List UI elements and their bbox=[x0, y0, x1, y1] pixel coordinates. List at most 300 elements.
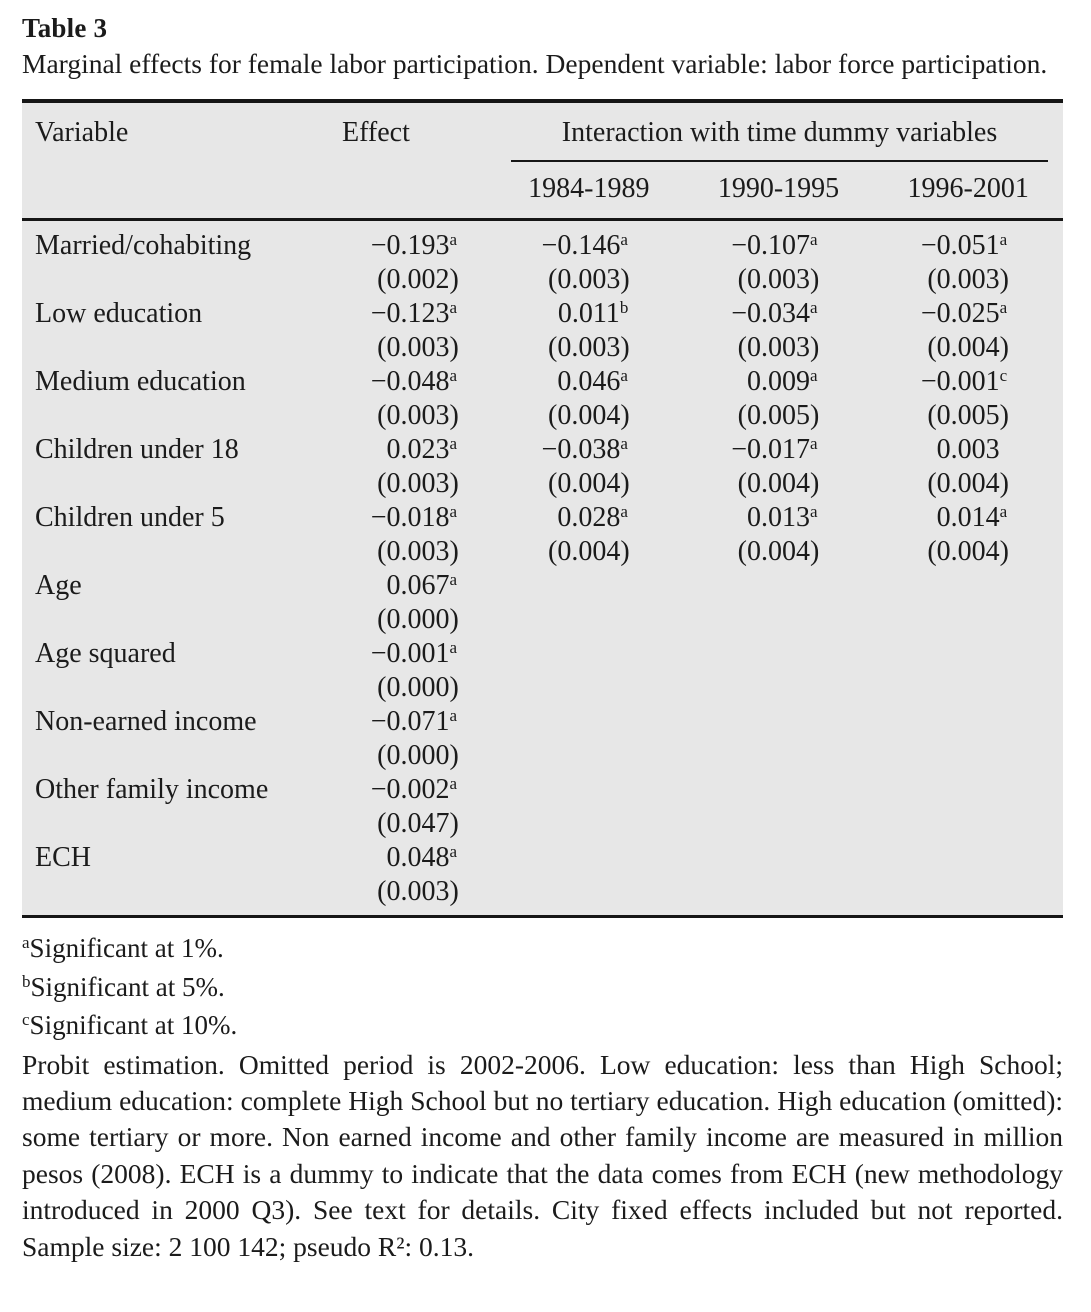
number-value: 0.047 bbox=[386, 808, 450, 839]
number-prefix: − bbox=[920, 298, 937, 329]
significance-marker: a bbox=[449, 366, 458, 385]
number-value: 0.017 bbox=[746, 434, 810, 465]
interaction-group-label: Interaction with time dummy variables bbox=[511, 117, 1048, 162]
row-variable-label: Children under 5 bbox=[35, 502, 225, 533]
footnote-marker: c bbox=[22, 1010, 30, 1029]
number-prefix: ( bbox=[377, 264, 387, 295]
number-suffix: ) bbox=[449, 740, 459, 771]
row-variable-label: Other family income bbox=[35, 774, 269, 805]
significance-marker: a bbox=[809, 502, 818, 521]
significance-marker: a bbox=[449, 230, 458, 249]
number-prefix bbox=[729, 365, 747, 399]
coefficient-cell bbox=[873, 433, 1063, 501]
row-variable-label: Married/cohabiting bbox=[35, 230, 252, 261]
number-suffix bbox=[450, 297, 468, 331]
header-spacer bbox=[342, 162, 494, 218]
standard-error-line bbox=[684, 535, 874, 569]
number-suffix bbox=[450, 841, 468, 875]
footnote-a bbox=[22, 931, 1063, 970]
table-header bbox=[22, 103, 1063, 221]
number-value: 0.000 bbox=[386, 740, 450, 771]
coefficient-line bbox=[342, 705, 494, 739]
number-suffix: ) bbox=[449, 468, 459, 499]
number-value: 0.005 bbox=[936, 400, 1000, 431]
number-value: 0.004 bbox=[746, 536, 810, 567]
number-value: 0.146 bbox=[557, 230, 621, 261]
number-suffix bbox=[450, 773, 468, 807]
number-prefix: − bbox=[541, 230, 558, 261]
coefficient-line bbox=[684, 229, 874, 263]
standard-error-line bbox=[873, 535, 1063, 569]
empty-cell bbox=[684, 569, 874, 637]
footnote-c bbox=[22, 1008, 1063, 1047]
coefficient-cell bbox=[342, 773, 494, 841]
number-value: 0.004 bbox=[746, 468, 810, 499]
standard-error-line bbox=[342, 739, 494, 773]
number-suffix: ) bbox=[620, 468, 630, 499]
number-prefix: ( bbox=[927, 400, 937, 431]
number-suffix bbox=[620, 365, 638, 399]
coefficient-cell bbox=[342, 229, 494, 297]
coefficient-cell bbox=[342, 637, 494, 705]
row-variable-label: ECH bbox=[35, 842, 91, 873]
number-value: 0.107 bbox=[746, 230, 810, 261]
coefficient-line bbox=[873, 229, 1063, 263]
number-suffix bbox=[810, 297, 828, 331]
number-suffix: ) bbox=[449, 604, 459, 635]
number-value: 0.004 bbox=[936, 536, 1000, 567]
coefficient-cell bbox=[342, 365, 494, 433]
number-suffix bbox=[450, 433, 468, 467]
significance-marker: a bbox=[809, 366, 818, 385]
number-value: 0.004 bbox=[557, 400, 621, 431]
footnote-text: Significant at 5%. bbox=[30, 971, 225, 1002]
significance-marker: a bbox=[809, 298, 818, 317]
number-prefix: ( bbox=[927, 332, 937, 363]
number-prefix: ( bbox=[548, 468, 558, 499]
table-title: Table 3 bbox=[22, 13, 108, 43]
number-prefix bbox=[369, 569, 387, 603]
coefficient-line bbox=[494, 433, 684, 467]
coefficient-line bbox=[494, 501, 684, 535]
significance-marker: a bbox=[620, 230, 628, 249]
coefficient-line bbox=[684, 433, 874, 467]
number-suffix bbox=[620, 501, 638, 535]
empty-cell bbox=[494, 637, 684, 705]
number-value: 0.004 bbox=[557, 536, 621, 567]
number-suffix: ) bbox=[809, 468, 820, 499]
number-suffix bbox=[450, 365, 468, 399]
coefficient-cell bbox=[494, 365, 684, 433]
standard-error-line bbox=[342, 467, 494, 501]
standard-error-line bbox=[494, 535, 684, 569]
empty-cell bbox=[494, 773, 684, 841]
coefficient-line bbox=[342, 637, 494, 671]
significance-marker: a bbox=[449, 774, 458, 793]
table-row bbox=[22, 297, 1063, 365]
number-value: 0.048 bbox=[386, 366, 450, 397]
table-row bbox=[22, 841, 1063, 909]
number-value: 0.005 bbox=[746, 400, 810, 431]
table-body bbox=[22, 221, 1063, 915]
column-header-effect: Effect bbox=[342, 117, 410, 148]
footnote-text: Significant at 1%. bbox=[29, 933, 224, 963]
coefficient-line bbox=[342, 297, 494, 331]
number-prefix: − bbox=[731, 230, 747, 261]
number-suffix: ) bbox=[449, 808, 459, 839]
number-prefix: − bbox=[370, 298, 387, 329]
table-row bbox=[22, 569, 1063, 637]
number-suffix: ) bbox=[999, 264, 1009, 295]
number-value: 0.014 bbox=[936, 502, 1000, 533]
number-suffix: ) bbox=[620, 264, 630, 295]
footnote-text: Significant at 10%. bbox=[29, 1010, 238, 1040]
empty-cell bbox=[684, 773, 874, 841]
standard-error-line bbox=[342, 263, 494, 297]
number-suffix bbox=[450, 637, 468, 671]
header-spacer bbox=[22, 162, 342, 218]
coefficient-line bbox=[342, 841, 494, 875]
number-suffix: ) bbox=[449, 264, 459, 295]
table-row bbox=[22, 637, 1063, 705]
standard-error-line bbox=[873, 399, 1063, 433]
row-variable-label: Children under 18 bbox=[35, 434, 239, 465]
coefficient-line bbox=[342, 365, 494, 399]
number-value: 0.002 bbox=[386, 774, 450, 805]
number-prefix bbox=[919, 433, 937, 467]
column-header-period-3: 1996-2001 bbox=[907, 173, 1029, 204]
significance-marker: a bbox=[449, 502, 458, 521]
number-prefix: ( bbox=[377, 672, 387, 703]
significance-marker: a bbox=[449, 706, 458, 725]
number-value: 0.003 bbox=[746, 264, 810, 295]
number-suffix bbox=[810, 501, 828, 535]
number-suffix: ) bbox=[809, 264, 820, 295]
number-value: 0.018 bbox=[386, 502, 450, 533]
significance-marker: a bbox=[809, 230, 818, 249]
coefficient-line bbox=[873, 297, 1063, 331]
number-value: 0.004 bbox=[936, 332, 1000, 363]
coefficient-line bbox=[342, 773, 494, 807]
standard-error-line bbox=[684, 263, 874, 297]
number-suffix bbox=[450, 705, 468, 739]
empty-cell bbox=[873, 841, 1063, 909]
coefficient-cell bbox=[684, 501, 874, 569]
number-suffix: ) bbox=[809, 536, 820, 567]
number-value: 0.025 bbox=[936, 298, 1000, 329]
number-value: 0.003 bbox=[936, 434, 1000, 465]
number-prefix: ( bbox=[737, 264, 747, 295]
coefficient-cell bbox=[342, 705, 494, 773]
number-prefix: ( bbox=[377, 468, 387, 499]
number-value: 0.048 bbox=[386, 842, 450, 873]
coefficient-cell bbox=[684, 297, 874, 365]
number-prefix bbox=[539, 365, 557, 399]
number-suffix bbox=[1000, 501, 1018, 535]
standard-error-line bbox=[342, 603, 494, 637]
number-prefix bbox=[369, 433, 387, 467]
coefficient-line bbox=[873, 501, 1063, 535]
number-value: 0.009 bbox=[746, 366, 810, 397]
coefficient-line bbox=[494, 229, 684, 263]
number-prefix: ( bbox=[548, 536, 558, 567]
number-value: 0.002 bbox=[386, 264, 450, 295]
footnote-marker: a bbox=[22, 933, 30, 952]
standard-error-line bbox=[873, 263, 1063, 297]
coefficient-cell bbox=[494, 501, 684, 569]
empty-cell bbox=[873, 637, 1063, 705]
significance-marker: a bbox=[999, 298, 1008, 317]
number-value: 0.001 bbox=[936, 366, 1000, 397]
number-suffix: ) bbox=[449, 536, 459, 567]
table-row bbox=[22, 365, 1063, 433]
coefficient-cell bbox=[873, 365, 1063, 433]
coefficient-cell bbox=[342, 841, 494, 909]
number-value: 0.023 bbox=[386, 434, 450, 465]
coefficient-cell bbox=[873, 229, 1063, 297]
header-row-2 bbox=[22, 162, 1063, 218]
coefficient-line bbox=[342, 229, 494, 263]
coefficient-cell bbox=[342, 297, 494, 365]
column-header-period-2: 1990-1995 bbox=[717, 173, 840, 204]
number-suffix bbox=[810, 433, 828, 467]
empty-cell bbox=[873, 569, 1063, 637]
number-suffix: ) bbox=[449, 672, 459, 703]
number-prefix: − bbox=[370, 366, 387, 397]
number-value: 0.038 bbox=[557, 434, 621, 465]
significance-marker: a bbox=[449, 570, 458, 589]
standard-error-line bbox=[684, 399, 874, 433]
standard-error-line bbox=[342, 535, 494, 569]
number-value: 0.000 bbox=[386, 604, 450, 635]
number-suffix: ) bbox=[620, 332, 630, 363]
number-value: 0.003 bbox=[386, 332, 450, 363]
standard-error-line bbox=[494, 399, 684, 433]
standard-error-line bbox=[873, 331, 1063, 365]
number-prefix: − bbox=[731, 298, 747, 329]
empty-cell bbox=[873, 773, 1063, 841]
number-value: 0.003 bbox=[386, 536, 450, 567]
table-row bbox=[22, 229, 1063, 297]
number-value: 0.011 bbox=[557, 298, 620, 329]
number-prefix: − bbox=[370, 230, 387, 261]
number-value: 0.067 bbox=[386, 570, 450, 601]
footnote-marker: b bbox=[22, 971, 31, 991]
empty-cell bbox=[494, 705, 684, 773]
number-prefix: − bbox=[920, 366, 937, 397]
number-prefix: ( bbox=[548, 400, 558, 431]
number-suffix: ) bbox=[620, 400, 630, 431]
number-value: 0.028 bbox=[557, 502, 621, 533]
number-suffix bbox=[620, 433, 638, 467]
standard-error-line bbox=[342, 807, 494, 841]
column-header-variable: Variable bbox=[35, 117, 129, 148]
number-suffix bbox=[810, 229, 828, 263]
coefficient-line bbox=[873, 433, 1063, 467]
coefficient-cell bbox=[342, 433, 494, 501]
coefficient-cell bbox=[494, 433, 684, 501]
number-prefix: ( bbox=[927, 264, 937, 295]
standard-error-line bbox=[342, 331, 494, 365]
significance-marker: a bbox=[809, 434, 818, 453]
number-prefix: ( bbox=[377, 536, 387, 567]
significance-marker: a bbox=[449, 638, 458, 657]
number-suffix bbox=[620, 229, 638, 263]
number-prefix: ( bbox=[737, 536, 747, 567]
empty-cell bbox=[684, 637, 874, 705]
number-value: 0.001 bbox=[386, 638, 450, 669]
number-value: 0.013 bbox=[746, 502, 810, 533]
table-row bbox=[22, 501, 1063, 569]
empty-cell bbox=[684, 705, 874, 773]
coefficient-line bbox=[342, 501, 494, 535]
row-variable-label: Age squared bbox=[35, 638, 176, 669]
coefficient-cell bbox=[684, 229, 874, 297]
number-suffix: ) bbox=[999, 332, 1009, 363]
coefficient-line bbox=[342, 569, 494, 603]
number-prefix: ( bbox=[927, 468, 937, 499]
standard-error-line bbox=[873, 467, 1063, 501]
number-value: 0.193 bbox=[386, 230, 450, 261]
number-prefix: ( bbox=[548, 264, 558, 295]
empty-cell bbox=[684, 841, 874, 909]
significance-marker: a bbox=[620, 366, 628, 385]
coefficient-line bbox=[494, 365, 684, 399]
table-note: Probit estimation. Omitted period is 2002-2006. Low education: less than High School; medium education: complete High School but no tertiary education. High education (omitted): some tertiary or more. Non earned income and other family income are measured in million pesos (2008). ECH is a dummy to indicate that the data comes from ECH (new methodology introduced in 2000 Q3). See text for details. City fixed effects included but not reported. Sample size: 2 100 142; pseudo R²: 0.13. bbox=[22, 1048, 1063, 1262]
coefficient-cell bbox=[494, 229, 684, 297]
number-suffix bbox=[810, 365, 828, 399]
row-variable-label: Non-earned income bbox=[35, 706, 257, 737]
number-value: 0.000 bbox=[386, 672, 450, 703]
table-row bbox=[22, 773, 1063, 841]
row-variable-label: Low education bbox=[35, 298, 203, 329]
number-value: 0.003 bbox=[746, 332, 810, 363]
significance-marker: a bbox=[449, 298, 458, 317]
number-value: 0.071 bbox=[386, 706, 450, 737]
number-suffix bbox=[1000, 297, 1018, 331]
coefficient-line bbox=[684, 297, 874, 331]
number-suffix: ) bbox=[449, 400, 459, 431]
column-header-period-1: 1984-1989 bbox=[528, 173, 650, 204]
number-prefix: ( bbox=[377, 332, 387, 363]
significance-marker: a bbox=[999, 502, 1008, 521]
number-value: 0.004 bbox=[936, 468, 1000, 499]
number-value: 0.034 bbox=[746, 298, 810, 329]
number-prefix: ( bbox=[927, 536, 937, 567]
number-prefix: − bbox=[541, 434, 558, 465]
coefficient-cell bbox=[873, 297, 1063, 365]
number-suffix bbox=[450, 569, 468, 603]
number-suffix: ) bbox=[809, 400, 820, 431]
significance-marker: a bbox=[999, 230, 1008, 249]
results-table bbox=[22, 99, 1063, 918]
number-value: 0.003 bbox=[386, 400, 450, 431]
standard-error-line bbox=[342, 875, 494, 909]
number-prefix: ( bbox=[737, 468, 747, 499]
number-value: 0.003 bbox=[936, 264, 1000, 295]
number-suffix: ) bbox=[999, 468, 1009, 499]
table-caption: Marginal effects for female labor participation. Dependent variable: labor force participation. bbox=[22, 48, 1048, 79]
number-suffix: ) bbox=[809, 332, 820, 363]
number-suffix: ) bbox=[620, 536, 630, 567]
coefficient-line bbox=[494, 297, 684, 331]
footnote-b bbox=[22, 970, 1063, 1009]
number-prefix bbox=[369, 841, 387, 875]
number-value: 0.051 bbox=[936, 230, 1000, 261]
number-prefix bbox=[729, 501, 747, 535]
coefficient-line bbox=[684, 365, 874, 399]
number-prefix: ( bbox=[377, 808, 387, 839]
coefficient-line bbox=[342, 433, 494, 467]
header-row-1 bbox=[22, 103, 1063, 162]
coefficient-cell bbox=[342, 569, 494, 637]
number-suffix bbox=[620, 297, 638, 331]
standard-error-line bbox=[342, 671, 494, 705]
number-prefix: ( bbox=[377, 876, 387, 907]
significance-marker: a bbox=[449, 842, 458, 861]
coefficient-cell bbox=[684, 365, 874, 433]
number-value: 0.003 bbox=[557, 332, 621, 363]
standard-error-line bbox=[494, 467, 684, 501]
number-value: 0.123 bbox=[386, 298, 450, 329]
number-suffix bbox=[450, 229, 468, 263]
row-variable-label: Medium education bbox=[35, 366, 246, 397]
number-prefix: − bbox=[370, 774, 387, 805]
number-suffix: ) bbox=[449, 876, 459, 907]
empty-cell bbox=[494, 569, 684, 637]
number-suffix: ) bbox=[449, 332, 459, 363]
number-prefix: ( bbox=[377, 740, 387, 771]
number-suffix bbox=[1000, 229, 1018, 263]
coefficient-cell bbox=[684, 433, 874, 501]
number-value: 0.003 bbox=[557, 264, 621, 295]
number-value: 0.046 bbox=[557, 366, 621, 397]
column-group-header bbox=[494, 103, 1063, 162]
row-variable-label: Age bbox=[35, 570, 82, 601]
number-suffix bbox=[450, 501, 468, 535]
number-prefix: − bbox=[370, 502, 387, 533]
number-suffix bbox=[1000, 433, 1018, 467]
significance-marker: a bbox=[449, 434, 458, 453]
number-prefix: − bbox=[370, 638, 387, 669]
empty-cell bbox=[873, 705, 1063, 773]
standard-error-line bbox=[684, 467, 874, 501]
number-value: 0.003 bbox=[386, 468, 450, 499]
footnotes bbox=[22, 931, 1063, 1047]
significance-marker: c bbox=[999, 366, 1008, 385]
number-prefix: − bbox=[731, 434, 747, 465]
number-suffix: ) bbox=[999, 536, 1009, 567]
empty-cell bbox=[494, 841, 684, 909]
coefficient-line bbox=[873, 365, 1063, 399]
number-prefix: − bbox=[920, 230, 937, 261]
number-suffix bbox=[1000, 365, 1018, 399]
significance-marker: a bbox=[620, 434, 628, 453]
number-value: 0.003 bbox=[386, 876, 450, 907]
standard-error-line bbox=[494, 331, 684, 365]
number-prefix: − bbox=[370, 706, 387, 737]
coefficient-cell bbox=[342, 501, 494, 569]
number-prefix: ( bbox=[737, 400, 747, 431]
number-prefix: ( bbox=[377, 400, 387, 431]
standard-error-line bbox=[494, 263, 684, 297]
number-prefix bbox=[539, 501, 557, 535]
number-prefix bbox=[540, 297, 558, 331]
number-prefix bbox=[919, 501, 937, 535]
number-prefix: ( bbox=[548, 332, 558, 363]
coefficient-line bbox=[684, 501, 874, 535]
significance-marker: a bbox=[620, 502, 628, 521]
